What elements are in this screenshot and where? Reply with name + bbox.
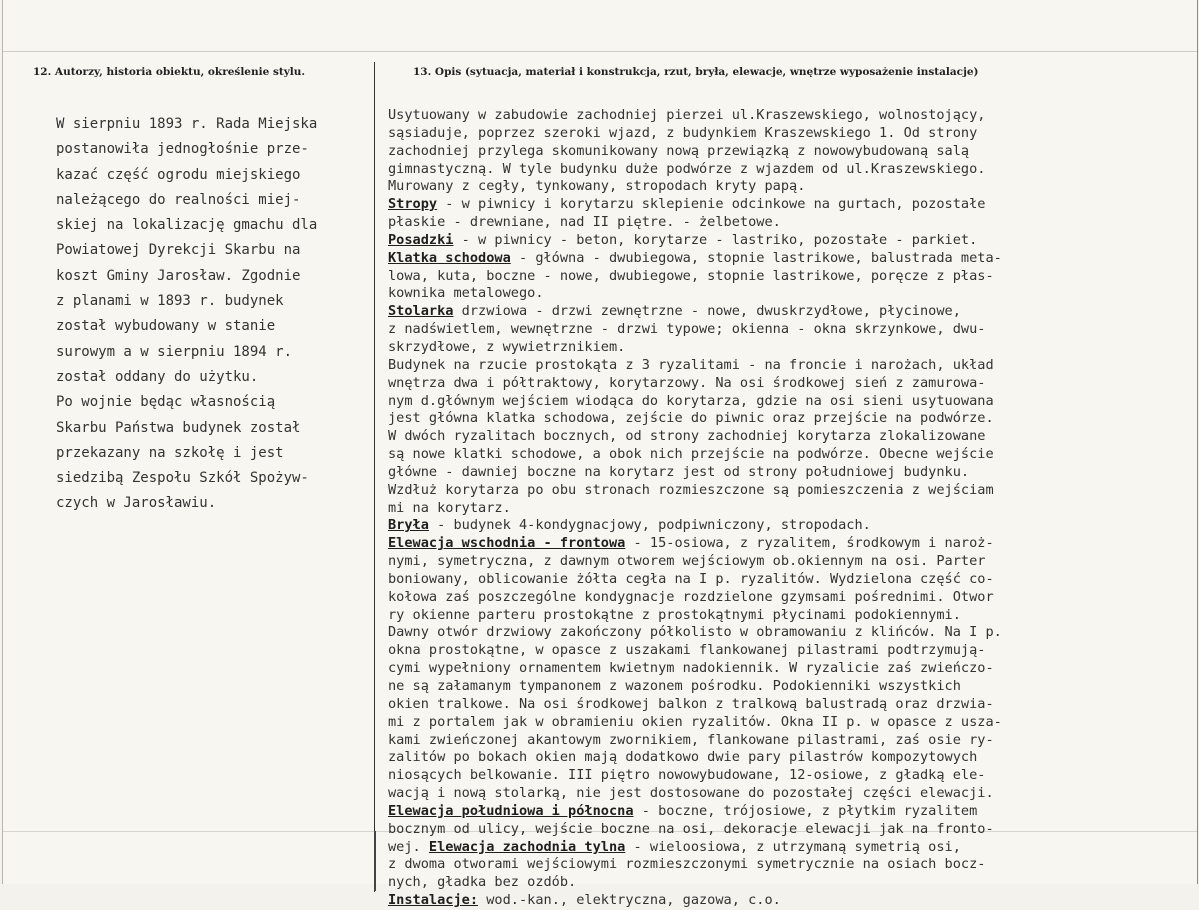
description-text-run: kołowa zaś poszczególne kondygnacje rozdzielone gzymsami pośrednimi. Otwor bbox=[388, 588, 994, 605]
history-line: należącego do realności miej- bbox=[56, 191, 301, 208]
description-text-run: okien tralkowe. Na osi środkowej balkon z tralkową balustradą oraz drzwia- bbox=[388, 695, 994, 712]
description-text-run: sąsiaduje, poprzez szeroki wjazd, z budynkiem Kraszewskiego 1. Od strony bbox=[388, 124, 978, 141]
description-line bbox=[388, 303, 1148, 321]
description-line bbox=[388, 339, 1148, 357]
description-line bbox=[388, 732, 1148, 750]
section-12-header: 12. Autorzy, historia obiektu, określenie stylu. bbox=[33, 66, 306, 78]
description-line bbox=[388, 767, 1148, 785]
description-text-run: okna prostokątne, w opasce z uszakami flankowanej pilastrami podtrzymują- bbox=[388, 642, 986, 659]
section-13-header: 13. Opis (sytuacja, materiał i konstrukcja, rzut, bryła, elewacje, wnętrze wyposażenie instalacje) bbox=[413, 66, 979, 78]
description-text-run: z dwoma otworami wejściowymi rozmieszczonymi symetrycznie na osiach bocz- bbox=[388, 856, 986, 873]
description-text-run: - budynek 4-kondygnacjowy, podpiwniczony, stropodach. bbox=[428, 517, 871, 534]
description-text-run: ne są załamanym tympanonem z wazonem pośrodku. Podokienniki wszystkich bbox=[388, 678, 961, 694]
description-line bbox=[388, 500, 1148, 518]
history-line: surowym a w sierpniu 1894 r. bbox=[56, 343, 293, 360]
description-text-run: ry okienne parteru prostokątne z prostokątnymi płycinami podokiennymi. bbox=[388, 606, 961, 623]
description-line bbox=[388, 749, 1148, 767]
description-text-run: Dawny otwór drzwiowy zakończony półkolisto w obramowaniu z klińców. Na I p. bbox=[388, 624, 1002, 641]
description-line bbox=[388, 660, 1148, 678]
section-label: Elewacja zachodnia tylna bbox=[428, 838, 626, 855]
column-divider-bottom bbox=[374, 831, 376, 891]
history-line: Po wojnie będąc własnością bbox=[56, 394, 276, 411]
description-text-run: - boczne, trójosiowe, z płytkim ryzalitem bbox=[633, 802, 978, 819]
section-label: Elewacja południowa i północna bbox=[388, 802, 634, 819]
description-line bbox=[388, 107, 1148, 125]
history-line: postanowiła jednogłośnie prze- bbox=[56, 141, 309, 158]
description-text-run: Murowany z cegły, tynkowany, stropodach kryty papą. bbox=[388, 178, 806, 195]
description-text-run: zalitów po bokach okien mają dodatkowo dwie pary pilastrów kompozytowych bbox=[388, 749, 978, 766]
description-text-run: niosących belkowanie. III piętro nowowybudowane, 12-osiowe, z gładką ele- bbox=[388, 767, 986, 784]
description-line bbox=[388, 393, 1148, 411]
description-text-run: są nowe klatki schodowe, a obok nich przejście na podwórze. Obecne wejście bbox=[388, 446, 994, 463]
description-line bbox=[388, 571, 1148, 589]
description-text-run: jest główna klatka schodowa, zejście do piwnic oraz przejście na podwórze. bbox=[388, 410, 994, 427]
description-line bbox=[388, 856, 1148, 874]
history-line: siedzibą Zespołu Szkół Spożyw- bbox=[56, 470, 309, 487]
description-text-run: kownika metalowego. bbox=[388, 285, 544, 302]
history-line: W sierpniu 1893 r. Rada Miejska bbox=[56, 116, 318, 132]
description-line bbox=[388, 803, 1148, 821]
history-line: skiej na lokalizację gmachu dla bbox=[56, 217, 318, 234]
description-line bbox=[388, 624, 1148, 642]
description-line bbox=[388, 874, 1148, 892]
history-line: został oddany do użytku. bbox=[56, 368, 259, 385]
history-line: czych w Jarosławiu. bbox=[56, 495, 217, 512]
description-text-run: gimnastyczną. W tyle budynku duże podwórze z wjazdem od ul.Kraszewskiego. bbox=[388, 160, 986, 177]
description-line bbox=[388, 553, 1148, 571]
description-line bbox=[388, 214, 1148, 232]
description-line bbox=[388, 143, 1148, 161]
description-text-run: wej. bbox=[388, 838, 429, 855]
section-label: Klatka schodowa bbox=[388, 249, 511, 266]
history-line: Powiatowej Dyrekcji Skarbu na bbox=[56, 242, 301, 259]
history-line: przekazany na szkołę i jest bbox=[56, 444, 284, 461]
section-label: Bryła bbox=[388, 517, 429, 534]
description-text-run: W dwóch ryzalitach bocznych, od strony zachodniej korytarza zlokalizowane bbox=[388, 428, 986, 445]
description-line bbox=[388, 821, 1148, 839]
top-rule bbox=[3, 51, 1197, 52]
history-line: Skarbu Państwa budynek został bbox=[56, 419, 301, 436]
history-text bbox=[56, 112, 356, 517]
description-text-run: boniowany, oblicowanie żółta cegła na I p. ryzalitów. Wydzielona część co- bbox=[388, 570, 994, 587]
description-line bbox=[388, 839, 1148, 857]
description-text-run: - główna - dwubiegowa, stopnie lastrikowe, balustrada meta- bbox=[510, 249, 1002, 266]
description-line bbox=[388, 535, 1148, 553]
section-label: Instalacje: bbox=[388, 892, 479, 909]
description-line bbox=[388, 250, 1148, 268]
description-line bbox=[388, 196, 1148, 214]
description-text-run: zachodniej przylega skomunikowany nową przewiązką z nowowybudowaną salą bbox=[388, 142, 970, 159]
description-text-run: płaskie - drewniane, nad II piętre. - żelbetowe. bbox=[388, 214, 781, 231]
description-line bbox=[388, 642, 1148, 660]
description-line bbox=[388, 892, 1148, 910]
section-label: Stropy bbox=[388, 196, 438, 213]
description-line bbox=[388, 696, 1148, 714]
description-line bbox=[388, 607, 1148, 625]
description-text-run: Wzdłuż korytarza po obu stronach rozmieszczone są pomieszczenia z wejściam bbox=[388, 481, 994, 498]
description-line bbox=[388, 464, 1148, 482]
description-text-run: skrzydłowe, z wywietrznikiem. bbox=[388, 338, 626, 355]
description-text-run: wnętrza dwa i półtraktowy, korytarzowy. Na osi środkowej sień z zamurowa- bbox=[388, 374, 986, 391]
description-line bbox=[388, 589, 1148, 607]
description-text-run: - 15-osiowa, z ryzalitem, środkowym i naroż- bbox=[625, 535, 994, 552]
description-line bbox=[388, 446, 1148, 464]
description-text-run: - w piwnicy - beton, korytarze - lastriko, pozostałe - parkiet. bbox=[453, 231, 978, 248]
description-line bbox=[388, 375, 1148, 393]
description-line bbox=[388, 482, 1148, 500]
description-text-run: drzwiowa - drzwi zewnętrzne - nowe, dwuskrzydłowe, płycinowe, bbox=[453, 303, 961, 320]
description-text-run: główne - dawniej boczne na korytarz jest od strony południowej budynku. bbox=[388, 463, 970, 480]
history-line: z planami w 1893 r. budynek bbox=[56, 293, 284, 310]
description-text-run: nymi, symetryczna, z dawnym otworem wejściowym ob.okiennym na osi. Parter bbox=[388, 553, 986, 570]
section-label: Elewacja wschodnia - frontowa bbox=[388, 535, 626, 552]
description-text-run: cymi wypełniony ornamentem kwietnym nadokiennik. W ryzalicie zaś zwieńczo- bbox=[388, 660, 994, 677]
description-line bbox=[388, 321, 1148, 339]
description-text-run: bocznym od ulicy, wejście boczne na osi, dekoracje elewacji jak na fronto- bbox=[388, 820, 994, 837]
description-text-run: - w piwnicy i korytarzu sklepienie odcinkowe na gurtach, pozostałe bbox=[437, 196, 986, 213]
history-line: został wybudowany w stanie bbox=[56, 318, 276, 335]
section-label: Posadzki bbox=[388, 231, 454, 248]
description-text bbox=[388, 107, 1148, 910]
description-line bbox=[388, 232, 1148, 250]
description-text-run: nych, gładka bez ozdób. bbox=[388, 874, 577, 891]
description-line bbox=[388, 785, 1148, 803]
description-text-run: mi z portalem jak w obramieniu okien ryzalitów. Okna II p. w opasce z uszа- bbox=[388, 713, 1002, 730]
document-sheet bbox=[2, 0, 1198, 909]
description-text-run: nym d.głównym wejściem wiodąca do korytarza, gdzie na osi sieni usytuowana bbox=[388, 392, 994, 409]
description-line bbox=[388, 125, 1148, 143]
description-line bbox=[388, 428, 1148, 446]
section-label: Stolarka bbox=[388, 303, 454, 320]
description-line bbox=[388, 285, 1148, 303]
description-text-run: lowa, kuta, boczne - nowe, dwubiegowe, stopnie lastrikowe, poręcze z płas- bbox=[388, 267, 994, 284]
column-divider bbox=[374, 62, 375, 892]
description-line bbox=[388, 268, 1148, 286]
history-line: koszt Gminy Jarosław. Zgodnie bbox=[56, 267, 301, 284]
description-line bbox=[388, 410, 1148, 428]
description-text-run: kami zwieńczonej akantowym zwornikiem, flankowane pilastrami, zaś osie ry- bbox=[388, 731, 994, 748]
description-line bbox=[388, 357, 1148, 375]
description-line bbox=[388, 178, 1148, 196]
description-line bbox=[388, 161, 1148, 179]
description-text-run: - wieloosiowa, z utrzymaną symetrią osi, bbox=[625, 838, 961, 855]
description-text-run: wacją i nową stolarką, nie jest dostosowane do pozostałej części elewacji. bbox=[388, 785, 994, 802]
description-line bbox=[388, 517, 1148, 535]
description-text-run: mi na korytarz. bbox=[388, 499, 511, 516]
description-line bbox=[388, 714, 1148, 732]
description-line bbox=[388, 678, 1148, 696]
description-text-run: Budynek na rzucie prostokąta z 3 ryzalitami - na froncie i narożach, układ bbox=[388, 356, 994, 373]
description-text-run: z nadświetlem, wewnętrzne - drzwi typowe; okienna - okna skrzynkowe, dwu- bbox=[388, 321, 986, 338]
description-text-run: wod.-kan., elektryczna, gazowa, c.o. bbox=[478, 892, 781, 909]
description-text-run: Usytuowany w zabudowie zachodniej pierzei ul.Kraszewskiego, wolnostojący, bbox=[388, 107, 986, 123]
history-line: kazać część ogrodu miejskiego bbox=[56, 166, 301, 183]
